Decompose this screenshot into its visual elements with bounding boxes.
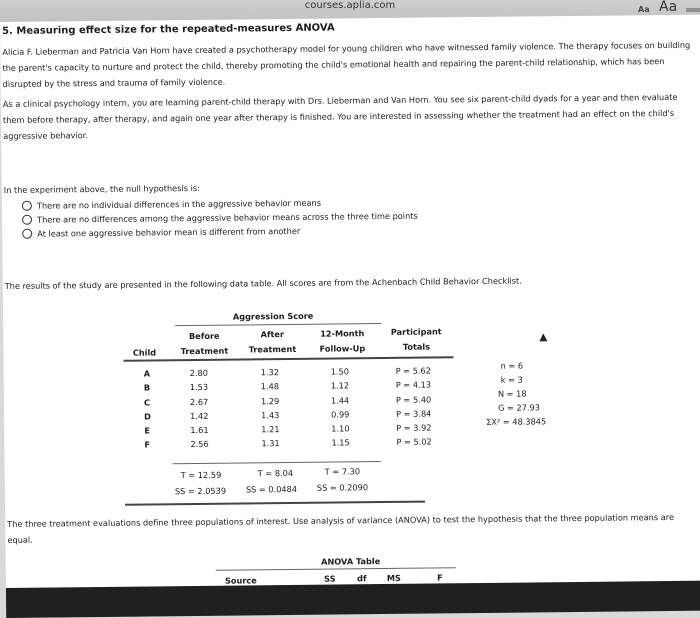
option-3-label: At least one aggressive behavior mean is different from another bbox=[37, 225, 301, 239]
cell-total: P = 3.84 bbox=[396, 408, 432, 419]
question-page bbox=[0, 15, 700, 607]
cell-child: F bbox=[144, 439, 151, 450]
cell-after: 1.43 bbox=[261, 409, 280, 421]
col-part-2: Totals bbox=[402, 341, 431, 352]
cell-total: P = 5.40 bbox=[395, 394, 432, 405]
option-1[interactable] bbox=[22, 198, 321, 211]
anova-instructions: The three treatment evaluations define three populations of interest. Use analysis of variance (ANOVA) to test the hypothesis that the three population means are equal. bbox=[7, 511, 675, 545]
cell-child: B bbox=[143, 382, 151, 393]
cell-total: P = 3.92 bbox=[396, 422, 432, 433]
anova-title-rule bbox=[216, 567, 456, 571]
col-part-1: Participant bbox=[390, 326, 442, 337]
intro-paragraph-1: Alicia F. Lieberman and Patricia Van Horn have created a psychotherapy model for young children who have witnessed family violence. The therapy focuses on building the parent's capacity to nurture and protect the child, thereby promoting the child's emotional health and repairing the parent-child relationship, which has been disrupted by the stress and trauma of family violence. bbox=[2, 39, 691, 89]
anova-col-source: Source bbox=[224, 575, 257, 586]
cell-child: D bbox=[144, 411, 151, 422]
toolbar-edge bbox=[686, 8, 700, 12]
mouse-cursor-icon bbox=[539, 333, 547, 341]
radio-icon[interactable] bbox=[22, 215, 32, 225]
cell-child: C bbox=[143, 396, 151, 408]
col-after-2: Treatment bbox=[248, 343, 297, 355]
before-total-T: T = 12.59 bbox=[180, 469, 222, 481]
option-1-label: There are no individual differences in the aggressive behavior means bbox=[36, 197, 322, 211]
cell-after: 1.29 bbox=[260, 395, 280, 406]
follow-total-T: T = 7.30 bbox=[324, 466, 361, 477]
option-2-label: There are no differences among the aggressive behavior means across the three time points bbox=[37, 210, 418, 225]
text-size-large-button[interactable]: Aa bbox=[659, 0, 678, 15]
col-follow-1: 12-Month bbox=[320, 328, 365, 339]
cell-before: 1.42 bbox=[190, 410, 209, 421]
cell-after: 1.32 bbox=[260, 367, 279, 378]
cell-follow: 1.12 bbox=[330, 380, 350, 391]
col-child: Child bbox=[132, 347, 157, 358]
totals-rule bbox=[173, 461, 381, 464]
cell-follow: 0.99 bbox=[331, 409, 350, 420]
cell-follow: 1.10 bbox=[331, 423, 350, 434]
after-total-T: T = 8.04 bbox=[257, 467, 294, 479]
summary-k: k = 3 bbox=[500, 374, 523, 385]
cell-after: 1.21 bbox=[261, 424, 280, 435]
cell-child: A bbox=[143, 368, 151, 379]
bottom-shadow bbox=[6, 581, 700, 618]
after-total-SS: SS = 0.0484 bbox=[245, 483, 298, 495]
summary-G: G = 27.93 bbox=[498, 402, 540, 413]
header-rule bbox=[124, 356, 454, 361]
option-3[interactable] bbox=[22, 226, 300, 239]
cell-before: 1.53 bbox=[189, 382, 209, 393]
table-bottom-rule bbox=[125, 501, 425, 506]
follow-total-SS: SS = 0.2090 bbox=[316, 482, 369, 493]
cell-before: 2.67 bbox=[189, 396, 209, 407]
cell-before: 2.56 bbox=[190, 439, 209, 450]
cell-follow: 1.50 bbox=[330, 366, 349, 377]
null-hypothesis-prompt: In the experiment above, the null hypothesis is: bbox=[3, 182, 200, 195]
cell-follow: 1.15 bbox=[331, 437, 350, 448]
col-before-2: Treatment bbox=[180, 345, 229, 357]
anova-col-f: F bbox=[436, 572, 443, 583]
cell-after: 1.31 bbox=[261, 438, 280, 449]
text-size-small-button[interactable]: Aa bbox=[638, 5, 650, 14]
aggression-score-header: Aggression Score bbox=[232, 310, 314, 322]
cell-total: P = 5.02 bbox=[396, 436, 432, 448]
anova-table-title: ANOVA Table bbox=[321, 556, 381, 567]
url-bar[interactable]: courses.aplia.com bbox=[304, 0, 396, 11]
summary-sumx2: ΣX² = 48.3845 bbox=[486, 416, 547, 427]
cell-before: 1.61 bbox=[190, 424, 209, 436]
col-before-1: Before bbox=[188, 330, 220, 342]
option-2[interactable] bbox=[22, 211, 418, 225]
anova-col-df: df bbox=[357, 573, 367, 584]
cell-after: 1.48 bbox=[260, 381, 280, 392]
group-header-rule bbox=[175, 323, 381, 326]
col-follow-2: Follow-Up bbox=[319, 343, 366, 354]
cell-follow: 1.44 bbox=[330, 394, 350, 406]
col-after-1: After bbox=[260, 329, 285, 340]
intro-paragraph-2: As a clinical psychology intern, you are learning parent-child therapy with Drs. Lieberman and Van Horn. You see six parent-child dyads for a year and then evaluate them before therapy, after therapy, and again one year after therapy is finished. You are interested in assessing whether the treatment had an effect on the child's aggressive behavior. bbox=[2, 91, 678, 141]
radio-icon[interactable] bbox=[22, 201, 32, 211]
summary-N: N = 18 bbox=[497, 388, 527, 399]
results-description: The results of the study are presented in the following data table. All scores are from the Achenbach Child Behavior Checklist. bbox=[4, 275, 522, 291]
cell-total: P = 4.13 bbox=[395, 379, 432, 391]
radio-icon[interactable] bbox=[22, 229, 32, 239]
question-title: 5. Measuring effect size for the repeated-measures ANOVA bbox=[2, 22, 335, 37]
anova-col-ss: SS bbox=[324, 573, 336, 584]
cell-total: P = 5.62 bbox=[395, 365, 431, 376]
before-total-SS: SS = 2.0539 bbox=[174, 485, 227, 497]
anova-col-ms: MS bbox=[386, 572, 401, 583]
summary-n: n = 6 bbox=[500, 360, 524, 371]
cell-before: 2.80 bbox=[189, 367, 208, 379]
cell-child: E bbox=[144, 425, 150, 436]
